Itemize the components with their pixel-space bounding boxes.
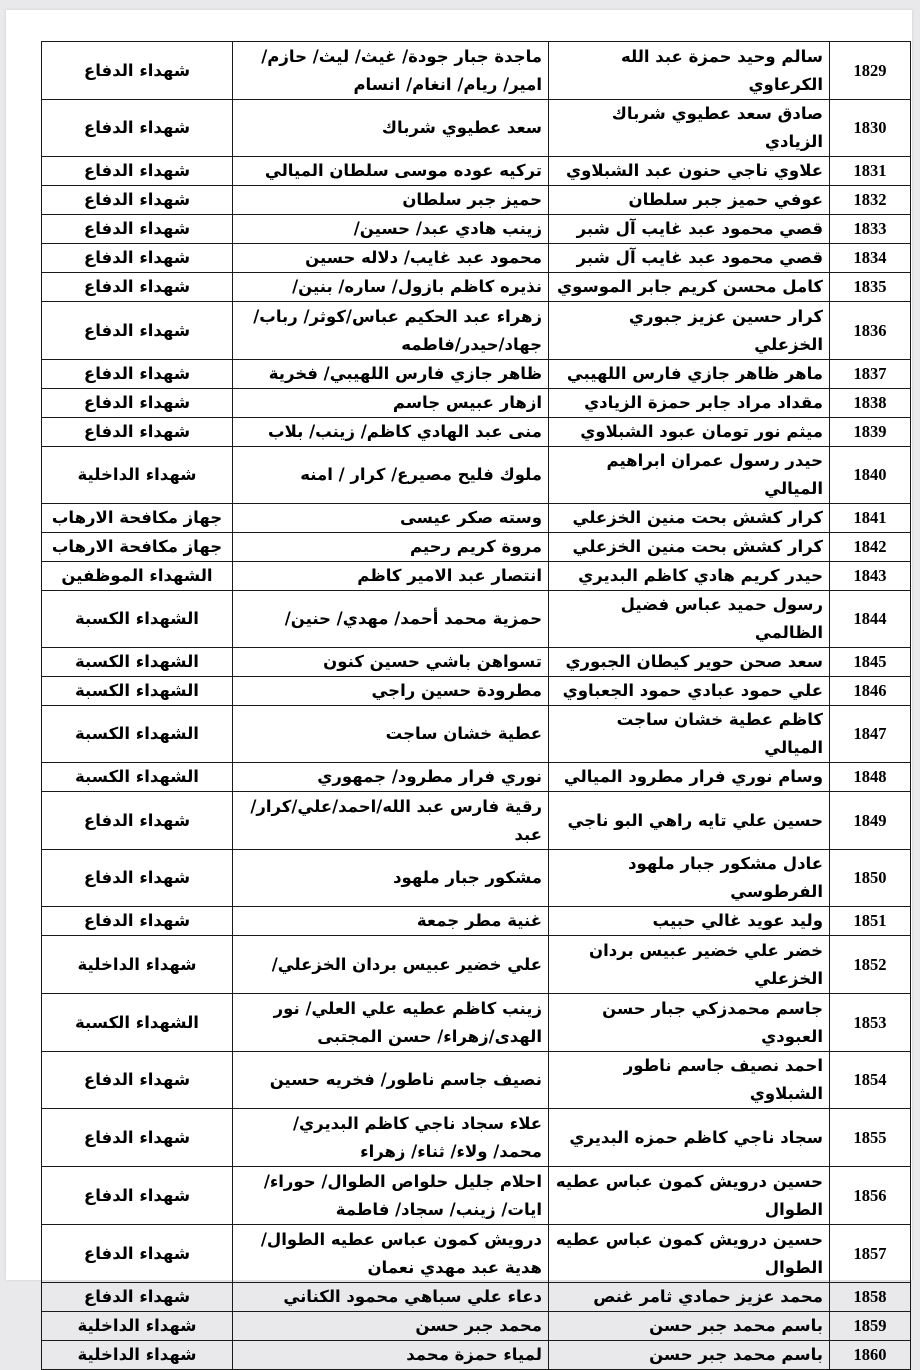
cell-category: شهداء الدفاع — [42, 1109, 233, 1167]
cell-heirs: مروة كريم رحيم — [233, 533, 549, 562]
table-row — [42, 850, 911, 907]
table-row — [42, 157, 911, 186]
cell-category: شهداء الداخلية — [42, 447, 233, 504]
cell-martyr-name: باسم محمد جبر حسن — [549, 1312, 830, 1341]
cell-number: 1858 — [830, 1283, 911, 1312]
table-row — [42, 1341, 911, 1370]
cell-number: 1843 — [830, 562, 911, 591]
table-row — [42, 42, 911, 100]
cell-martyr-name: كاظم عطية خشان ساجت الميالي — [549, 706, 830, 763]
cell-number: 1849 — [830, 792, 911, 850]
table-row — [42, 1167, 911, 1225]
cell-number: 1834 — [830, 244, 911, 273]
cell-category: شهداء الدفاع — [42, 1225, 233, 1283]
table-row — [42, 533, 911, 562]
table-row — [42, 1109, 911, 1167]
cell-martyr-name: كرار كشش بحت منين الخزعلي — [549, 533, 830, 562]
cell-heirs: علي خضير عبيس بردان الخزعلي/ — [233, 936, 549, 994]
cell-martyr-name: كامل محسن كريم جابر الموسوي — [549, 273, 830, 302]
cell-heirs: محمود عبد غايب/ دلاله حسين — [233, 244, 549, 273]
cell-martyr-name: باسم محمد جبر حسن — [549, 1341, 830, 1370]
cell-category: شهداء الدفاع — [42, 792, 233, 850]
cell-number: 1854 — [830, 1052, 911, 1109]
cell-heirs: انتصار عبد الامير كاظم — [233, 562, 549, 591]
table-row — [42, 273, 911, 302]
cell-heirs: سعد عطيوي شرباك — [233, 100, 549, 157]
cell-martyr-name: ماهر ظاهر جازي فارس اللهيبي — [549, 360, 830, 389]
table-row — [42, 504, 911, 533]
cell-category: الشهداء الكسبة — [42, 591, 233, 648]
cell-number: 1840 — [830, 447, 911, 504]
cell-martyr-name: سعد صحن حوير كيطان الجبوري — [549, 648, 830, 677]
cell-heirs: زهراء عبد الحكيم عباس/كوثر/ رباب/جهاد/حيدر/فاطمه — [233, 302, 549, 360]
cell-number: 1859 — [830, 1312, 911, 1341]
cell-heirs: نوري فرار مطرود/ جمهوري — [233, 763, 549, 792]
table-row — [42, 302, 911, 360]
table-body — [42, 42, 911, 1370]
cell-martyr-name: حيدر كريم هادي كاظم البديري — [549, 562, 830, 591]
cell-number: 1855 — [830, 1109, 911, 1167]
cell-number: 1852 — [830, 936, 911, 994]
cell-heirs: رقية فارس عبد الله/احمد/علي/كرار/ عبد — [233, 792, 549, 850]
cell-category: شهداء الدفاع — [42, 360, 233, 389]
cell-heirs: عطية خشان ساجت — [233, 706, 549, 763]
cell-category: شهداء الدفاع — [42, 1052, 233, 1109]
cell-heirs: ملوك فليح مصيرع/ كرار / امنه — [233, 447, 549, 504]
cell-heirs: حميز جبر سلطان — [233, 186, 549, 215]
cell-martyr-name: رسول حميد عباس فضيل الظالمي — [549, 591, 830, 648]
cell-number: 1835 — [830, 273, 911, 302]
cell-category: الشهداء الكسبة — [42, 648, 233, 677]
cell-martyr-name: احمد نصيف جاسم ناطور الشبلاوي — [549, 1052, 830, 1109]
cell-number: 1832 — [830, 186, 911, 215]
cell-category: جهاز مكافحة الارهاب — [42, 533, 233, 562]
martyrs-table — [41, 41, 911, 1370]
cell-number: 1829 — [830, 42, 911, 100]
cell-number: 1837 — [830, 360, 911, 389]
cell-martyr-name: حسين درويش كمون عباس عطيه الطوال — [549, 1225, 830, 1283]
cell-heirs: درويش كمون عباس عطيه الطوال/ هدية عبد مهدي نعمان — [233, 1225, 549, 1283]
cell-heirs: وسته صكر عيسى — [233, 504, 549, 533]
cell-category: شهداء الدفاع — [42, 302, 233, 360]
cell-category: شهداء الدفاع — [42, 1167, 233, 1225]
cell-heirs: نذيره كاظم بازول/ ساره/ بنين/ — [233, 273, 549, 302]
cell-heirs: مطرودة حسين راجي — [233, 677, 549, 706]
cell-heirs: غنية مطر جمعة — [233, 907, 549, 936]
cell-category: شهداء الداخلية — [42, 936, 233, 994]
table-row — [42, 591, 911, 648]
cell-heirs: منى عبد الهادي كاظم/ زينب/ بلاب — [233, 418, 549, 447]
cell-martyr-name: علي حمود عبادي حمود الجعباوي — [549, 677, 830, 706]
cell-martyr-name: حسين علي تايه راهي البو ناجي — [549, 792, 830, 850]
cell-heirs: ازهار عبيس جاسم — [233, 389, 549, 418]
cell-category: شهداء الدفاع — [42, 850, 233, 907]
cell-number: 1831 — [830, 157, 911, 186]
cell-martyr-name: حسين درويش كمون عباس عطيه الطوال — [549, 1167, 830, 1225]
cell-martyr-name: قصي محمود عبد غايب آل شبر — [549, 215, 830, 244]
cell-category: الشهداء الكسبة — [42, 763, 233, 792]
document-page — [6, 10, 912, 1364]
table-row — [42, 936, 911, 994]
table-row — [42, 1283, 911, 1312]
cell-heirs: تركيه عوده موسى سلطان الميالي — [233, 157, 549, 186]
cell-number: 1830 — [830, 100, 911, 157]
cell-martyr-name: خضر علي خضير عبيس بردان الخزعلي — [549, 936, 830, 994]
cell-number: 1841 — [830, 504, 911, 533]
cell-number: 1857 — [830, 1225, 911, 1283]
cell-heirs: تسواهن باشي حسين كنون — [233, 648, 549, 677]
cell-category: الشهداء الكسبة — [42, 706, 233, 763]
table-row — [42, 1052, 911, 1109]
cell-number: 1838 — [830, 389, 911, 418]
cell-category: شهداء الدفاع — [42, 273, 233, 302]
cell-number: 1853 — [830, 994, 911, 1052]
cell-number: 1846 — [830, 677, 911, 706]
cell-number: 1842 — [830, 533, 911, 562]
cell-category: الشهداء الكسبة — [42, 677, 233, 706]
cell-martyr-name: صادق سعد عطيوي شرباك الزيادي — [549, 100, 830, 157]
cell-heirs: ماجدة جبار جودة/ غيث/ ليث/ حازم/ امير/ ريام/ انغام/ انسام — [233, 42, 549, 100]
table-row — [42, 1312, 911, 1341]
cell-category: شهداء الداخلية — [42, 1341, 233, 1370]
table-row — [42, 215, 911, 244]
table-row — [42, 244, 911, 273]
table-row — [42, 1225, 911, 1283]
cell-martyr-name: محمد عزيز حمادي ثامر غنص — [549, 1283, 830, 1312]
cell-martyr-name: علاوي ناجي حنون عبد الشبلاوي — [549, 157, 830, 186]
cell-martyr-name: مقداد مراد جابر حمزة الزيادي — [549, 389, 830, 418]
cell-number: 1839 — [830, 418, 911, 447]
cell-category: شهداء الداخلية — [42, 1312, 233, 1341]
cell-martyr-name: عوفي حميز جبر سلطان — [549, 186, 830, 215]
cell-number: 1850 — [830, 850, 911, 907]
table-row — [42, 447, 911, 504]
table-row — [42, 763, 911, 792]
table-row — [42, 994, 911, 1052]
cell-heirs: مشكور جبار ملهود — [233, 850, 549, 907]
cell-number: 1845 — [830, 648, 911, 677]
cell-number: 1848 — [830, 763, 911, 792]
cell-heirs: دعاء علي سباهي محمود الكناني — [233, 1283, 549, 1312]
table-row — [42, 706, 911, 763]
cell-category: شهداء الدفاع — [42, 157, 233, 186]
table-row — [42, 648, 911, 677]
cell-number: 1833 — [830, 215, 911, 244]
cell-heirs: علاء سجاد ناجي كاظم البديري/ محمد/ ولاء/ ثناء/ زهراء — [233, 1109, 549, 1167]
cell-category: جهاز مكافحة الارهاب — [42, 504, 233, 533]
cell-category: شهداء الدفاع — [42, 244, 233, 273]
cell-number: 1851 — [830, 907, 911, 936]
cell-martyr-name: وسام نوري فرار مطرود الميالي — [549, 763, 830, 792]
cell-category: شهداء الدفاع — [42, 389, 233, 418]
cell-heirs: زينب كاظم عطيه علي العلي/ نور الهدى/زهراء/ حسن المجتبى — [233, 994, 549, 1052]
cell-category: شهداء الدفاع — [42, 1283, 233, 1312]
table-row — [42, 418, 911, 447]
cell-martyr-name: ميثم نور تومان عبود الشبلاوي — [549, 418, 830, 447]
table-row — [42, 792, 911, 850]
cell-category: شهداء الدفاع — [42, 100, 233, 157]
cell-martyr-name: سالم وحيد حمزة عبد الله الكرعاوي — [549, 42, 830, 100]
cell-heirs: نصيف جاسم ناطور/ فخريه حسين — [233, 1052, 549, 1109]
cell-number: 1836 — [830, 302, 911, 360]
cell-heirs: محمد جبر حسن — [233, 1312, 549, 1341]
cell-category: شهداء الدفاع — [42, 215, 233, 244]
cell-category: شهداء الدفاع — [42, 418, 233, 447]
cell-number: 1860 — [830, 1341, 911, 1370]
cell-martyr-name: كرار حسين عزيز جبوري الخزعلي — [549, 302, 830, 360]
table-row — [42, 186, 911, 215]
cell-category: الشهداء الكسبة — [42, 994, 233, 1052]
cell-category: الشهداء الموظفين — [42, 562, 233, 591]
cell-martyr-name: كرار كشش بحت منين الخزعلي — [549, 504, 830, 533]
cell-heirs: زينب هادي عبد/ حسين/ — [233, 215, 549, 244]
cell-heirs: حمزية محمد أحمد/ مهدي/ حنين/ — [233, 591, 549, 648]
cell-number: 1844 — [830, 591, 911, 648]
cell-heirs: ظاهر جازي فارس اللهيبي/ فخرية — [233, 360, 549, 389]
table-row — [42, 389, 911, 418]
cell-martyr-name: وليد عويد غالي حبيب — [549, 907, 830, 936]
cell-martyr-name: عادل مشكور جبار ملهود الفرطوسي — [549, 850, 830, 907]
cell-number: 1847 — [830, 706, 911, 763]
table-row — [42, 907, 911, 936]
cell-martyr-name: سجاد ناجي كاظم حمزه البديري — [549, 1109, 830, 1167]
table-row — [42, 677, 911, 706]
cell-number: 1856 — [830, 1167, 911, 1225]
cell-martyr-name: جاسم محمدزكي جبار حسن العبودي — [549, 994, 830, 1052]
cell-category: شهداء الدفاع — [42, 186, 233, 215]
cell-heirs: لمياء حمزة محمد — [233, 1341, 549, 1370]
table-row — [42, 562, 911, 591]
cell-heirs: احلام جليل حلواص الطوال/ حوراء/ ايات/ زينب/ سجاد/ فاطمة — [233, 1167, 549, 1225]
cell-martyr-name: حيدر رسول عمران ابراهيم الميالي — [549, 447, 830, 504]
cell-category: شهداء الدفاع — [42, 907, 233, 936]
table-row — [42, 100, 911, 157]
cell-martyr-name: قصي محمود عبد غايب آل شبر — [549, 244, 830, 273]
cell-category: شهداء الدفاع — [42, 42, 233, 100]
table-row — [42, 360, 911, 389]
